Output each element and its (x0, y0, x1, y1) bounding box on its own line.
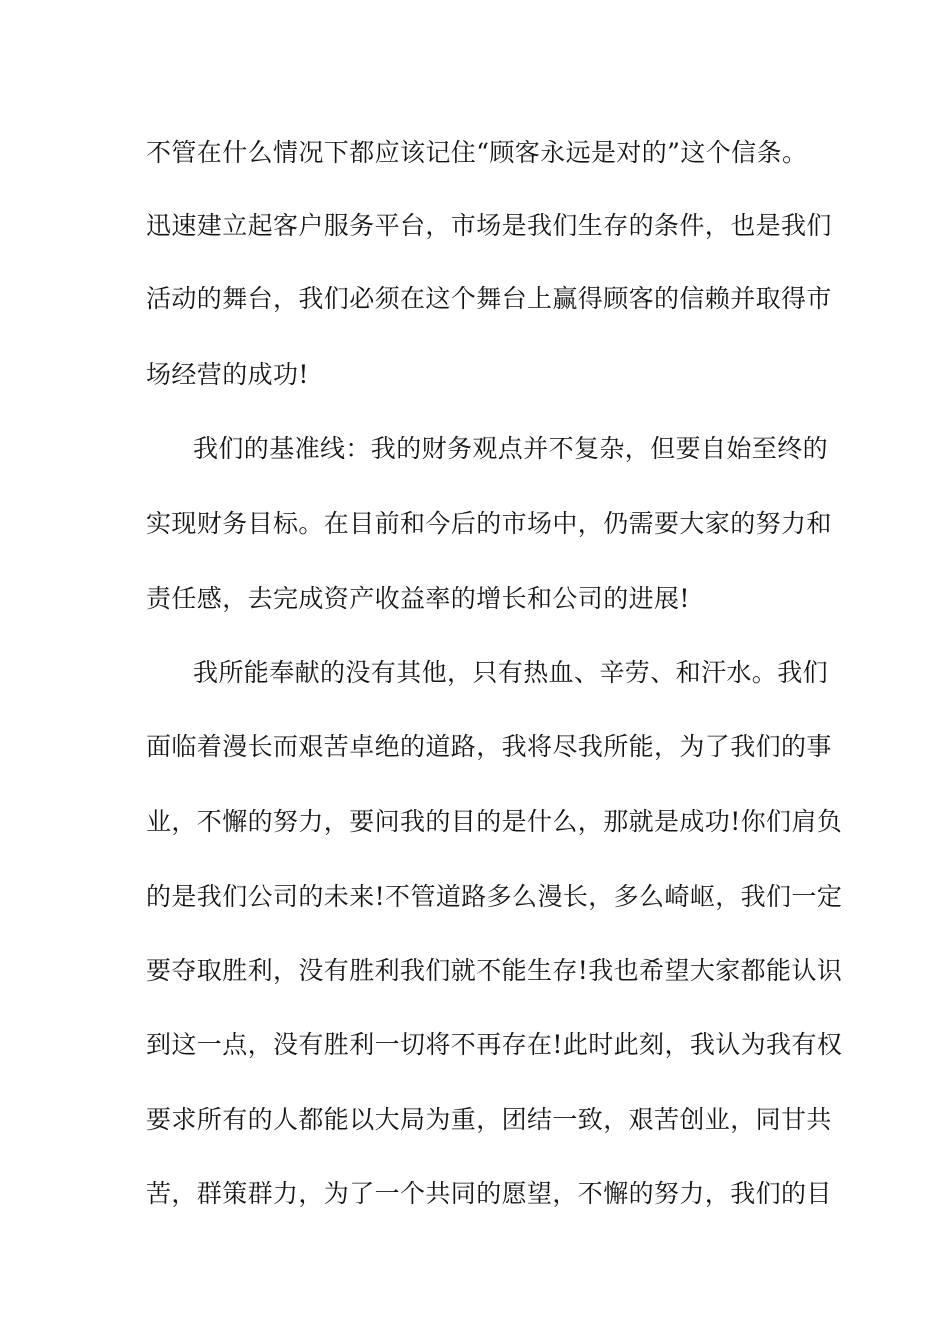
text-line: 责任感，去完成资产收益率的增长和公司的进展! (146, 584, 690, 613)
text-line: 要求所有的人都能以大局为重，团结一致，艰苦创业，同甘共 (146, 1105, 832, 1134)
paragraph-first-line: 我所能奉献的没有其他，只有热血、辛劳、和汗水。我们 (193, 658, 829, 687)
text-line: 活动的舞台，我们必须在这个舞台上赢得顾客的信赖并取得市 (146, 284, 832, 313)
text-line: 面临着漫长而艰苦卓绝的道路，我将尽我所能，为了我们的事 (146, 732, 832, 761)
text-line: 的是我们公司的未来!不管道路多么漫长，多么崎岖，我们一定 (146, 882, 843, 911)
text-line: 实现财务目标。在目前和今后的市场中，仍需要大家的努力和 (146, 509, 832, 538)
text-line: 业，不懈的努力，要问我的目的是什么，那就是成功!你们肩负 (146, 807, 843, 836)
paragraph-first-line: 我们的基准线：我的财务观点并不复杂，但要自始至终的 (193, 434, 829, 463)
text-line: 不管在什么情况下都应该记住“顾客永远是对的”这个信条。 (146, 138, 808, 167)
text-line: 迅速建立起客户服务平台，市场是我们生存的条件，也是我们 (146, 211, 832, 240)
text-line: 苦，群策群力，为了一个共同的愿望，不懈的努力，我们的目 (146, 1179, 832, 1208)
text-line: 要夺取胜利，没有胜利我们就不能生存!我也希望大家都能认识 (146, 956, 843, 985)
text-line: 场经营的成功! (146, 360, 309, 389)
text-line: 到这一点，没有胜利一切将不再存在!此时此刻，我认为我有权 (146, 1030, 843, 1059)
